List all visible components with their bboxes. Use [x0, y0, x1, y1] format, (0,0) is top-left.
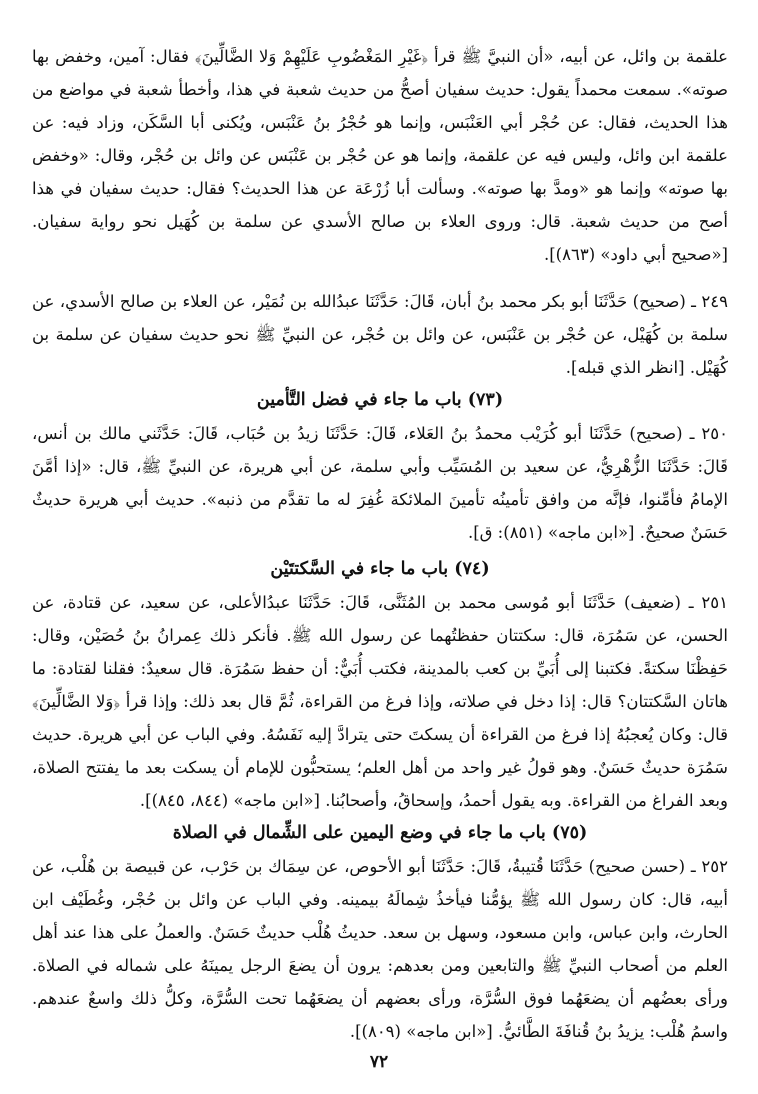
- hadith-252: ٢٥٢ ـ (حسن صحيح) حَدَّثَنَا قُتيبةُ، قَالَ: حَدَّثَنَا أبو الأحوص، عن سِمَاك بن حَرْب، عن قبيصة بن هُلْب، عن أبيه، قال: كان رسول الله ﷺ يؤمُّنا فيأخذُ شِمالَهُ بيمينه. وفي الباب عن وائل بن حُجْر، وغُطَيْف ابن الحارث، وابن عباس، وابن مسعود، وسهل بن سعد. حديثُ هُلْب حديثٌ حَسَنٌ. والعملُ على هذا عند أهل العلم من أصحاب النبيِّ ﷺ والتابعين ومن بعدهم: يرون أن يضعَ الرجل يمينَهُ على شماله في الصلاة. ورأى بعضُهم أن يضعَهُما فوق السُّرَّة، ورأى بعضهم أن يضعَهُما تحت السُّرَّة، وكلُّ ذلك واسعٌ عندهم. واسمُ هُلْب: يزيدُ بنُ قُنافَةَ الطَّائيُّ. [«ابن ماجه» (٨٠٩)].: [32, 857, 728, 1041]
- page-number: ٧٢: [369, 1052, 389, 1072]
- paragraph-continuation: علقمة بن وائل، عن أبيه، «أن النبيَّ ﷺ قرأ ﴿غَيْرِ المَغْضُوبِ عَلَيْهِمْ وَلا الضَّالِّينَ﴾ فقال: آمين، وخفض بها صوته». سمعت محمداً يقول: حديث سفيان أصحُّ من حديث شعبة في هذا، وأخطأ شعبة في مواضع من هذا الحديث، فقال: عن حُجْر أبي العَنْبَس، وإنما هو حُجْرُ بنُ عَنْبَس، ويُكنى أبا السَّكَن، وزاد فيه: عن علقمة ابن وائل، وليس فيه عن علقمة، وإنما هو عن حُجْر بن عَنْبَس عن وائل بن حُجْر، وقال: «وخفض بها صوته» وإنما هو «ومدَّ بها صوته». وسألت أبا زُرْعَة عن هذا الحديث؟ فقال: حديث سفيان في هذا أصح من حديث شعبة. قال: وروى العلاء بن صالح الأسدي عن سلمة بن كُهَيل نحو رواية سفيان. [«صحيح أبي داود» (٨٦٣)].: [32, 47, 728, 264]
- hadith-251: ٢٥١ ـ (ضعيف) حَدَّثَنَا أبو مُوسى محمد بن المُثَنَّى، قَالَ: حَدَّثَنَا عبدُالأعلى، عن سعيد، عن قتادة، عن الحسن، عن سَمُرَة، قال: سكتتان حفظتُهما عن رسول الله ﷺ. فأنكر ذلك عِمرانُ بنُ حُصَيْن، وقال: حَفِظْنَا سكتةً. فكتبنا إلى أُبَيِّ بن كعب بالمدينة، فكتب أُبَيٌّ: أن حفظ سَمُرَة. قال سعيدٌ: فقلنا لقتادة: ما هاتان السَّكتتان؟ قال: إذا دخل في صلاته، وإذا فرغ من القراءة، ثُمَّ قال بعد ذلك: وإذا قرأ ﴿وَلا الضَّالِّينَ﴾ قال: وكان يُعجبُهُ إذا فرغ من القراءة أن يسكتَ حتى يترادَّ إليه نَفَسُهُ. وفي الباب عن أبي هريرة. حديث سَمُرَة حديثٌ حَسَنٌ. وهو قولُ غير واحد من أهل العلم؛ يستحبُّون للإمام أن يسكت بعد ما يفتتح الصلاة، وبعد الفراغ من القراءة. وبه يقول أحمدُ، وإسحاقُ، وأصحابُنا. [«ابن ماجه» (٨٤٤، ٨٤٥)].: [32, 593, 728, 810]
- chapter-heading-75: (٧٥) باب ما جاء في وضع اليمين على الشِّمال في الصلاة: [172, 823, 588, 843]
- hadith-250: ٢٥٠ ـ (صحيح) حَدَّثَنَا أبو كُرَيْب محمدُ بنُ العَلاء، قَالَ: حَدَّثَنَا زيدُ بن حُبَاب، قَالَ: حَدَّثَني مالك بن أنس، قَالَ: حَدَّثَنَا الزُّهْرِيُّ، عن سعيد بن المُسَيِّب وأبي سلمة، عن أبي هريرة، عن النبيِّ ﷺ، قال: «إذا أمَّنَ الإمامُ فأمِّنوا، فإنَّه من وافق تأمينُه تأمينَ الملائكة غُفِرَ له ما تقدَّم من ذنبه». حديث أبي هريرة حديثٌ حَسَنٌ صحيحٌ. [«ابن ماجه» (٨٥١): ق].: [32, 424, 728, 542]
- chapter-heading-74: (٧٤) باب ما جاء في السَّكتتَيْن: [270, 559, 490, 579]
- chapter-heading-73: (٧٣) باب ما جاء في فضل التَّأمين: [256, 390, 504, 410]
- hadith-249: ٢٤٩ ـ (صحيح) حَدَّثَنَا أبو بكر محمد بنُ أبان، قَالَ: حَدَّثَنَا عبدُالله بن نُمَيْر، عن العلاء بن صالح الأسدي، عن سلمة بن كُهَيْل، عن حُجْر بن عَنْبَس، عن وائل بن حُجْر، عن النبيِّ ﷺ نحو حديث سفيان عن سلمة بن كُهَيْل. [انظر الذي قبله].: [32, 292, 729, 377]
